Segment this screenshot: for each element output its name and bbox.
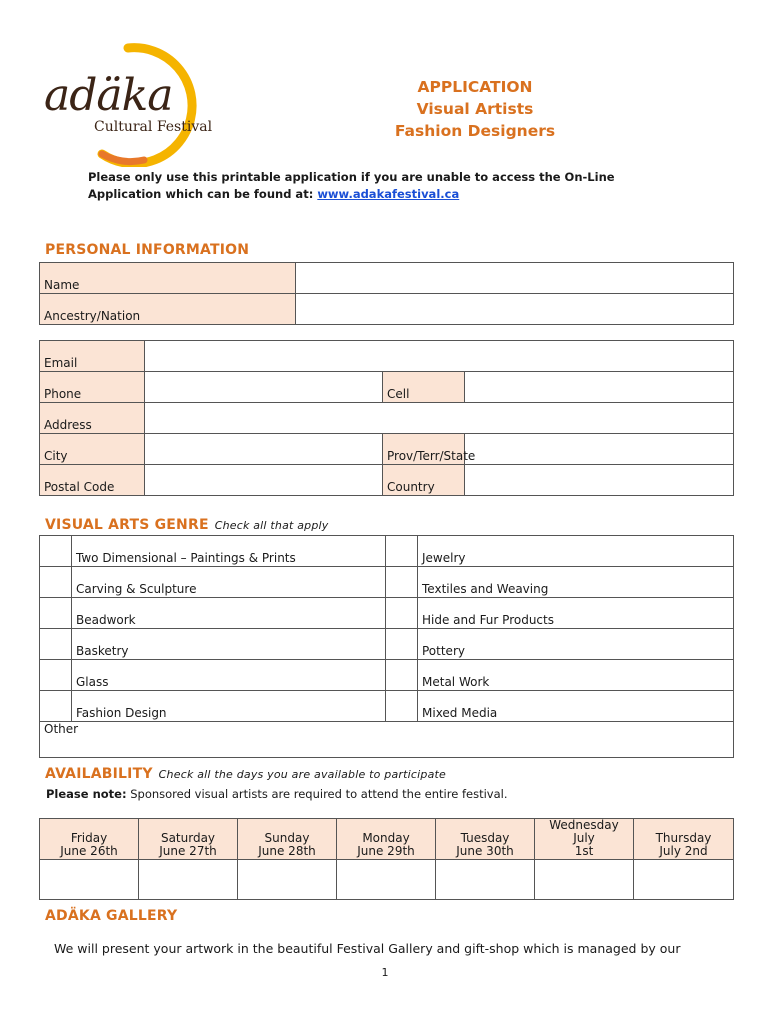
name-field[interactable] [296, 263, 734, 294]
genre-checkbox[interactable] [40, 629, 72, 660]
note-bold: Please note: [46, 787, 127, 801]
ancestry-label: Ancestry/Nation [40, 294, 296, 325]
address-label: Address [40, 403, 145, 434]
prov-field[interactable] [465, 434, 734, 465]
genre-label: Pottery [418, 629, 734, 660]
genre-label: Fashion Design [72, 691, 386, 722]
prov-label: Prov/Terr/State [383, 434, 465, 465]
day-checkbox-cell[interactable] [436, 860, 535, 900]
logo-wordmark: adäka [44, 70, 173, 121]
gallery-text: We will present your artwork in the beautiful Festival Gallery and gift-shop which is managed by our [54, 941, 681, 956]
intro-line-2 [88, 186, 648, 203]
availability-note [46, 787, 507, 801]
genre-heading [45, 517, 329, 533]
genre-checkbox[interactable] [40, 691, 72, 722]
genre-checkbox[interactable] [386, 660, 418, 691]
genre-table [39, 535, 734, 758]
application-title: APPLICATION [417, 78, 533, 96]
contact-table [39, 340, 734, 496]
day-header: Tuesday June 30th [436, 819, 535, 860]
fashion-designers-title: Fashion Designers [394, 122, 556, 140]
day-checkbox-cell[interactable] [238, 860, 337, 900]
day-checkbox-cell[interactable] [535, 860, 634, 900]
availability-hint: Check all the days you are available to participate [158, 768, 447, 781]
genre-checkbox[interactable] [386, 629, 418, 660]
genre-checkbox[interactable] [40, 598, 72, 629]
genre-label: Textiles and Weaving [418, 567, 734, 598]
genre-label: Basketry [72, 629, 386, 660]
cell-field[interactable] [465, 372, 734, 403]
cell-label: Cell [383, 372, 465, 403]
postal-code-field[interactable] [145, 465, 383, 496]
genre-checkbox[interactable] [40, 536, 72, 567]
ancestry-field[interactable] [296, 294, 734, 325]
genre-label: Carving & Sculpture [72, 567, 386, 598]
day-checkbox-cell[interactable] [337, 860, 436, 900]
email-label: Email [40, 341, 145, 372]
phone-field[interactable] [145, 372, 383, 403]
genre-label: Two Dimensional – Paintings & Prints [72, 536, 386, 567]
other-label: Other [44, 722, 79, 736]
day-header: Wednesday July 1st [535, 819, 634, 860]
name-label: Name [40, 263, 296, 294]
intro-prefix: Application which can be found at: [88, 187, 314, 201]
genre-label: Glass [72, 660, 386, 691]
country-field[interactable] [465, 465, 734, 496]
day-header: Friday June 26th [40, 819, 139, 860]
logo-subtitle: Cultural Festival [94, 119, 213, 135]
genre-label: Mixed Media [418, 691, 734, 722]
personal-info-heading: PERSONAL INFORMATION [45, 242, 250, 258]
intro-line-1: Please only use this printable application if you are unable to access the On-Line [88, 170, 615, 184]
day-checkbox-cell[interactable] [40, 860, 139, 900]
day-header: Thursday July 2nd [634, 819, 734, 860]
address-field[interactable] [145, 403, 734, 434]
genre-checkbox[interactable] [386, 598, 418, 629]
gallery-heading: ADÄKA GALLERY [45, 908, 178, 924]
availability-title: AVAILABILITY [45, 766, 153, 782]
genre-checkbox[interactable] [40, 567, 72, 598]
genre-label: Metal Work [418, 660, 734, 691]
day-checkbox-cell[interactable] [634, 860, 734, 900]
other-genre-field[interactable] [40, 722, 734, 758]
email-field[interactable] [145, 341, 734, 372]
availability-table [39, 818, 734, 900]
genre-label: Beadwork [72, 598, 386, 629]
city-field[interactable] [145, 434, 383, 465]
city-label: City [40, 434, 145, 465]
genre-label: Hide and Fur Products [418, 598, 734, 629]
country-label: Country [383, 465, 465, 496]
phone-label: Phone [40, 372, 145, 403]
availability-heading [45, 766, 446, 782]
day-checkbox-cell[interactable] [139, 860, 238, 900]
postal-code-label: Postal Code [40, 465, 145, 496]
day-header: Monday June 29th [337, 819, 436, 860]
genre-checkbox[interactable] [386, 536, 418, 567]
genre-checkbox[interactable] [386, 691, 418, 722]
festival-website-link[interactable]: www.adakafestival.ca [317, 187, 460, 201]
genre-label: Jewelry [418, 536, 734, 567]
day-header: Sunday June 28th [238, 819, 337, 860]
genre-title: VISUAL ARTS GENRE [45, 517, 209, 533]
visual-artists-title: Visual Artists [416, 100, 534, 118]
genre-hint: Check all that apply [214, 519, 329, 532]
genre-checkbox[interactable] [386, 567, 418, 598]
page-number: 1 [381, 966, 389, 979]
personal-name-table [39, 262, 734, 325]
note-text: Sponsored visual artists are required to attend the entire festival. [130, 787, 508, 801]
genre-checkbox[interactable] [40, 660, 72, 691]
day-header: Saturday June 27th [139, 819, 238, 860]
